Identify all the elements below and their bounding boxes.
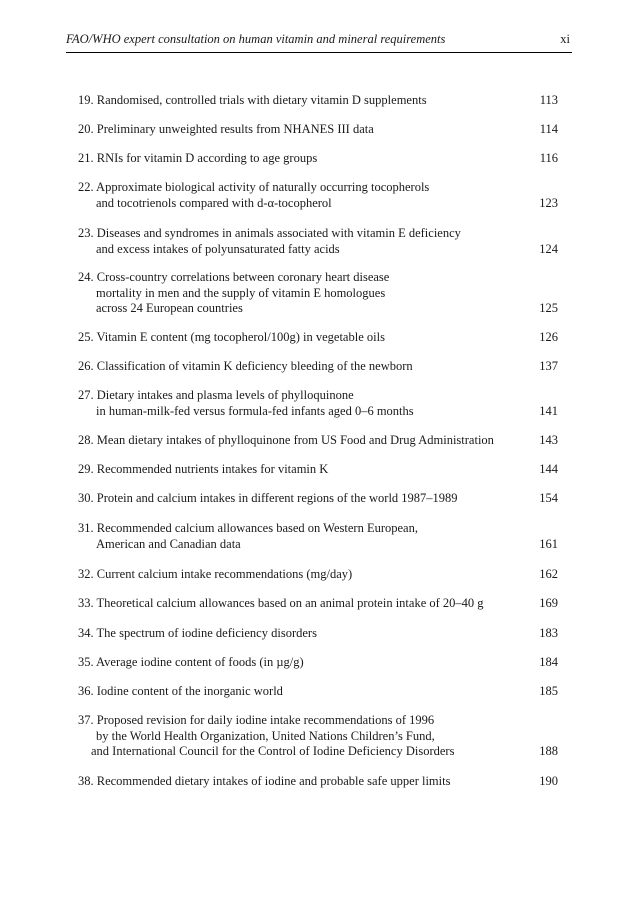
toc-entry-page: 144 [539, 462, 558, 476]
toc-entry [78, 93, 558, 109]
toc-entry-title [78, 180, 518, 211]
toc-entry [78, 388, 558, 419]
toc-entry-page: 143 [539, 433, 558, 447]
toc-entry [78, 433, 558, 449]
toc-entry-line: 37. Proposed revision for daily iodine intake recommendations of 1996 [78, 713, 435, 727]
toc-entry-title [78, 713, 518, 760]
page-number: xi [560, 32, 570, 46]
toc-entry [78, 270, 558, 317]
toc-entry-page: 114 [539, 122, 558, 136]
toc-entry-page: 137 [539, 359, 558, 373]
toc-entry-line: 19. Randomised, controlled trials with dietary vitamin D supplements [78, 93, 427, 107]
toc-entry-page: 154 [539, 491, 558, 505]
toc-entry-line: 24. Cross-country correlations between coronary heart disease [78, 270, 390, 284]
toc-entry-title [78, 684, 518, 700]
toc-entry-line: in human-milk-fed versus formula-fed infants aged 0–6 months [96, 403, 414, 418]
toc-entry-line: and tocotrienols compared with d-α-tocopherol [96, 195, 332, 210]
toc-entry [78, 330, 558, 346]
toc-entry-page: 116 [539, 151, 558, 165]
toc-entry-line: 33. Theoretical calcium allowances based on an animal protein intake of 20–40 g [78, 596, 484, 610]
toc-entry-title [78, 655, 518, 671]
toc-entry-page: 161 [539, 536, 558, 551]
toc-entry-line: mortality in men and the supply of vitamin E homologues [96, 285, 386, 300]
toc-entry [78, 567, 558, 583]
toc-entry-page: 183 [539, 626, 558, 640]
toc-entry-line: 25. Vitamin E content (mg tocopherol/100g) in vegetable oils [78, 330, 385, 344]
toc-entry [78, 151, 558, 167]
toc-entry-title [78, 359, 518, 375]
toc-entry-line: 31. Recommended calcium allowances based on Western European, [78, 521, 418, 535]
toc-entry-line: 21. RNIs for vitamin D according to age groups [78, 151, 318, 165]
toc-entry-line: American and Canadian data [96, 536, 241, 551]
toc-entry-line: 30. Protein and calcium intakes in different regions of the world 1987–1989 [78, 491, 458, 505]
toc-entry-title [78, 521, 518, 552]
toc-entry-line: 29. Recommended nutrients intakes for vitamin K [78, 462, 329, 476]
toc-entry-page: 184 [539, 655, 558, 669]
toc-entry [78, 491, 558, 507]
toc-entry-page: 125 [539, 301, 558, 315]
toc-entry-title [78, 626, 518, 642]
toc-entry-line: 20. Preliminary unweighted results from NHANES III data [78, 122, 374, 136]
toc-entry [78, 684, 558, 700]
running-header-title: FAO/WHO expert consultation on human vitamin and mineral requirements [66, 32, 446, 46]
toc-entry [78, 180, 558, 211]
toc-entry [78, 655, 558, 671]
toc-entry-page: 185 [539, 684, 558, 698]
toc-entry [78, 122, 558, 138]
toc-entry-title [78, 122, 518, 138]
toc-entry [78, 596, 558, 612]
toc-entry-page: 141 [539, 403, 558, 418]
toc-entry-page: 123 [539, 195, 558, 210]
toc-entry-title [78, 151, 518, 167]
toc-entry-title [78, 491, 518, 507]
toc-entry [78, 713, 558, 760]
toc-entry-title [78, 596, 518, 612]
toc-entry-title [78, 567, 518, 583]
toc-entry [78, 521, 558, 552]
toc-entry-line: 22. Approximate biological activity of naturally occurring tocopherols [78, 180, 430, 194]
toc-entry-title [78, 388, 518, 419]
toc-entry-page: 190 [539, 774, 558, 788]
toc-entry [78, 462, 558, 478]
toc-entry-line: 26. Classification of vitamin K deficiency bleeding of the newborn [78, 359, 413, 373]
toc-entry-line: by the World Health Organization, United Nations Children’s Fund, [96, 728, 435, 743]
toc-entry-title [78, 433, 518, 449]
toc-entry-page: 126 [539, 330, 558, 344]
toc-entry-page: 113 [539, 93, 558, 107]
toc-entry-title [78, 226, 518, 257]
toc-entry-page: 124 [539, 241, 558, 256]
toc-entry-title [78, 330, 518, 346]
toc-entry-line: and excess intakes of polyunsaturated fatty acids [96, 241, 340, 256]
toc-entry-page: 188 [539, 744, 558, 758]
toc-entry-line: 32. Current calcium intake recommendations (mg/day) [78, 567, 353, 581]
toc-entry [78, 774, 558, 790]
toc-entry-line: 27. Dietary intakes and plasma levels of phylloquinone [78, 388, 354, 402]
toc-entry-line: across 24 European countries [96, 301, 243, 315]
toc-entry [78, 226, 558, 257]
toc-entry-title [78, 93, 518, 109]
toc-entry [78, 626, 558, 642]
toc-entry [78, 359, 558, 375]
toc-entry-line: 23. Diseases and syndromes in animals associated with vitamin E deficiency [78, 226, 461, 240]
toc-entry-page: 169 [539, 596, 558, 610]
toc-entry-line: 34. The spectrum of iodine deficiency disorders [78, 626, 317, 640]
toc-entry-title [78, 774, 518, 790]
toc-entry-page: 162 [539, 567, 558, 581]
toc-entry-line: 28. Mean dietary intakes of phylloquinone from US Food and Drug Administration [78, 433, 494, 447]
toc-entry-line: 35. Average iodine content of foods (in µg/g) [78, 655, 304, 669]
toc-entry-title [78, 462, 518, 478]
toc-entry-line: 38. Recommended dietary intakes of iodine and probable safe upper limits [78, 774, 451, 788]
toc-entry-title [78, 270, 518, 317]
toc-entry-line: and International Council for the Control of Iodine Deficiency Disorders [91, 744, 455, 758]
toc-entry-line: 36. Iodine content of the inorganic world [78, 684, 283, 698]
